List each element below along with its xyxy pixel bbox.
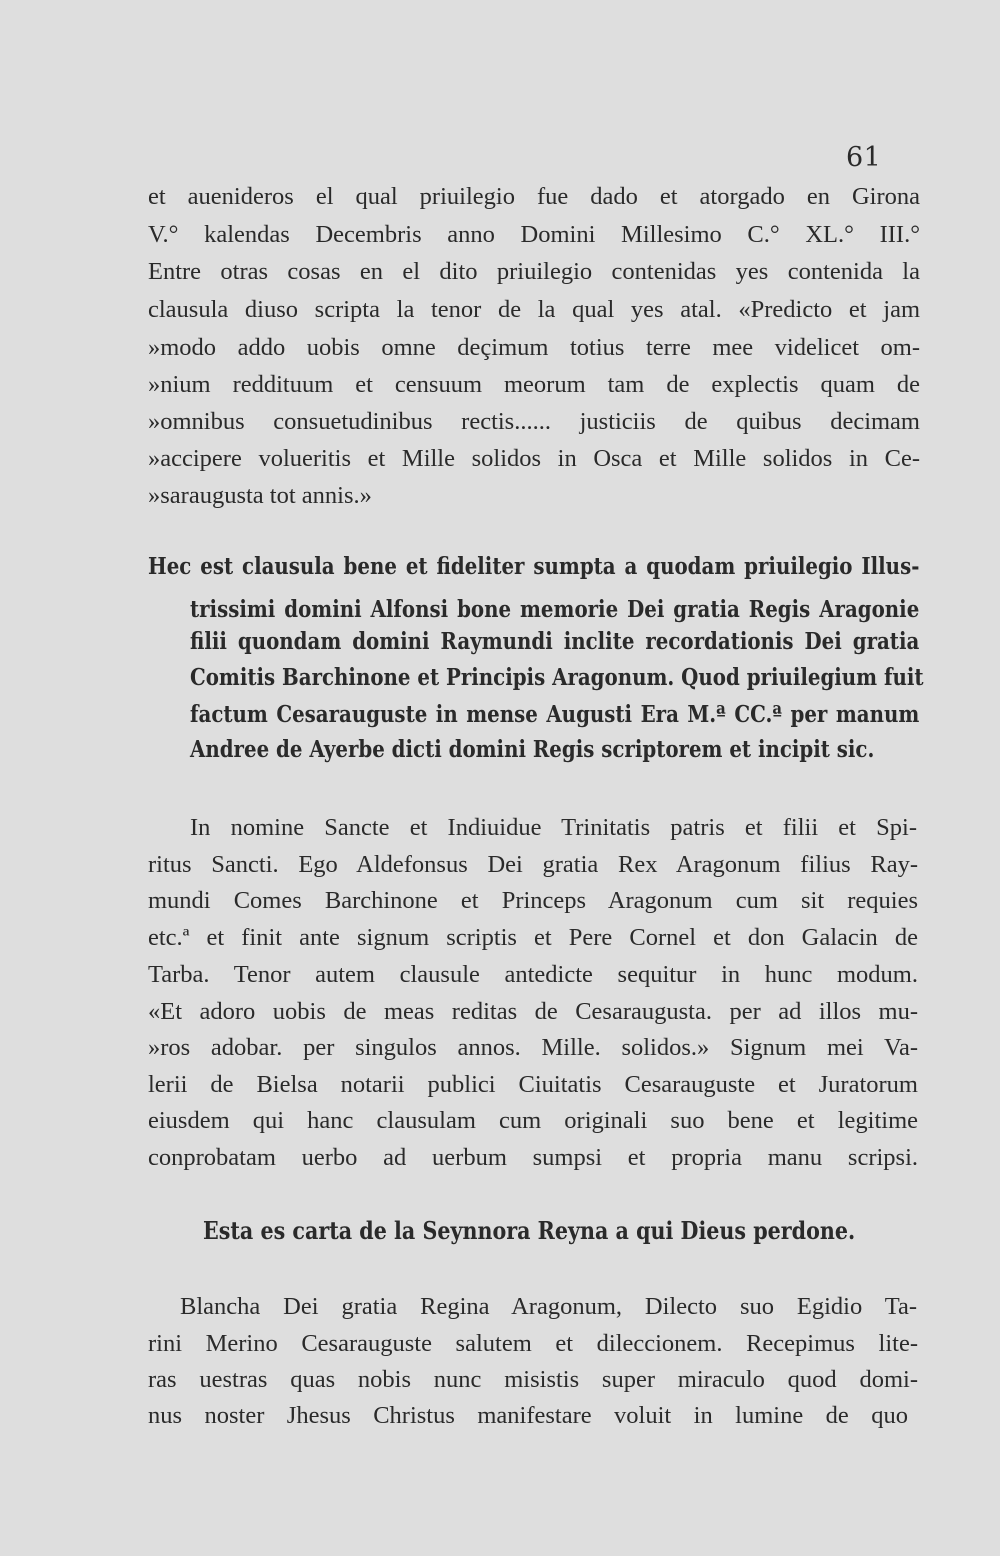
text-line: »modo addo uobis omne deçimum totius terre mee videlicet om- [148, 334, 920, 361]
text-line: In nomine Sancte et Indiuidue Trinitatis patris et filii et Spi- [190, 814, 917, 841]
text-line: conprobatam uerbo ad uerbum sumpsi et propria manu scripsi. [148, 1144, 918, 1171]
page-number: 61 [846, 142, 882, 173]
text-line: »ros adobar. per singulos annos. Mille. solidos.» Signum mei Va- [148, 1034, 918, 1061]
bold-text-line: filii quondam domini Raymundi inclite recordationis Dei gratia [190, 628, 920, 655]
text-line: Entre otras cosas en el dito priuilegio contenidas yes contenida la [148, 258, 920, 285]
text-line: lerii de Bielsa notarii publici Ciuitatis Cesarauguste et Juratorum [148, 1071, 918, 1098]
bold-text-line: factum Cesarauguste in mense Augusti Era M.ª CC.ª per manum [190, 701, 920, 728]
letter-heading: Esta es carta de la Seynnora Reyna a qui Dieus perdone. [203, 1216, 856, 1245]
text-line: ritus Sancti. Ego Aldefonsus Dei gratia Rex Aragonum filius Ray- [148, 851, 918, 878]
text-line: ras uestras quas nobis nunc misistis super miraculo quod domi- [148, 1366, 918, 1393]
text-line: rini Merino Cesarauguste salutem et dileccionem. Recepimus lite- [148, 1330, 918, 1357]
text-line: »accipere volueritis et Mille solidos in Osca et Mille solidos in Ce- [148, 445, 920, 472]
text-line: »omnibus consuetudinibus rectis...... justiciis de quibus decimam [148, 408, 920, 435]
text-line: »nium reddituum et censuum meorum tam de explectis quam de [148, 371, 920, 398]
bold-text-line: Hec est clausula bene et fideliter sumpta a quodam priuilegio Illus- [148, 553, 920, 580]
bold-text-line: Andree de Ayerbe dicti domini Regis scriptorem et incipit sic. [190, 736, 875, 763]
text-line: »saraugusta tot annis.» [148, 482, 372, 509]
text-line: eiusdem qui hanc clausulam cum originali suo bene et legitime [148, 1107, 918, 1134]
text-line: mundi Comes Barchinone et Princeps Aragonum cum sit requies [148, 887, 918, 914]
text-line: V.° kalendas Decembris anno Domini Millesimo C.° XL.° III.° [148, 221, 920, 248]
text-line: clausula diuso scripta la tenor de la qual yes atal. «Predicto et jam [148, 296, 920, 323]
text-line: Blancha Dei gratia Regina Aragonum, Dilecto suo Egidio Ta- [180, 1293, 917, 1320]
text-line: et auenideros el qual priuilegio fue dado et atorgado en Girona [148, 183, 920, 210]
bold-text-line: Comitis Barchinone et Principis Aragonum. Quod priuilegium fuit [190, 664, 924, 691]
text-line: etc.ª et finit ante signum scriptis et Pere Cornel et don Galacin de [148, 924, 918, 951]
bold-text-line: trissimi domini Alfonsi bone memorie Dei gratia Regis Aragonie [190, 596, 920, 623]
text-line: Tarba. Tenor autem clausule antedicte sequitur in hunc modum. [148, 961, 918, 988]
text-line: nus noster Jhesus Christus manifestare voluit in lumine de quo [148, 1402, 908, 1429]
text-line: «Et adoro uobis de meas reditas de Cesaraugusta. per ad illos mu- [148, 998, 918, 1025]
